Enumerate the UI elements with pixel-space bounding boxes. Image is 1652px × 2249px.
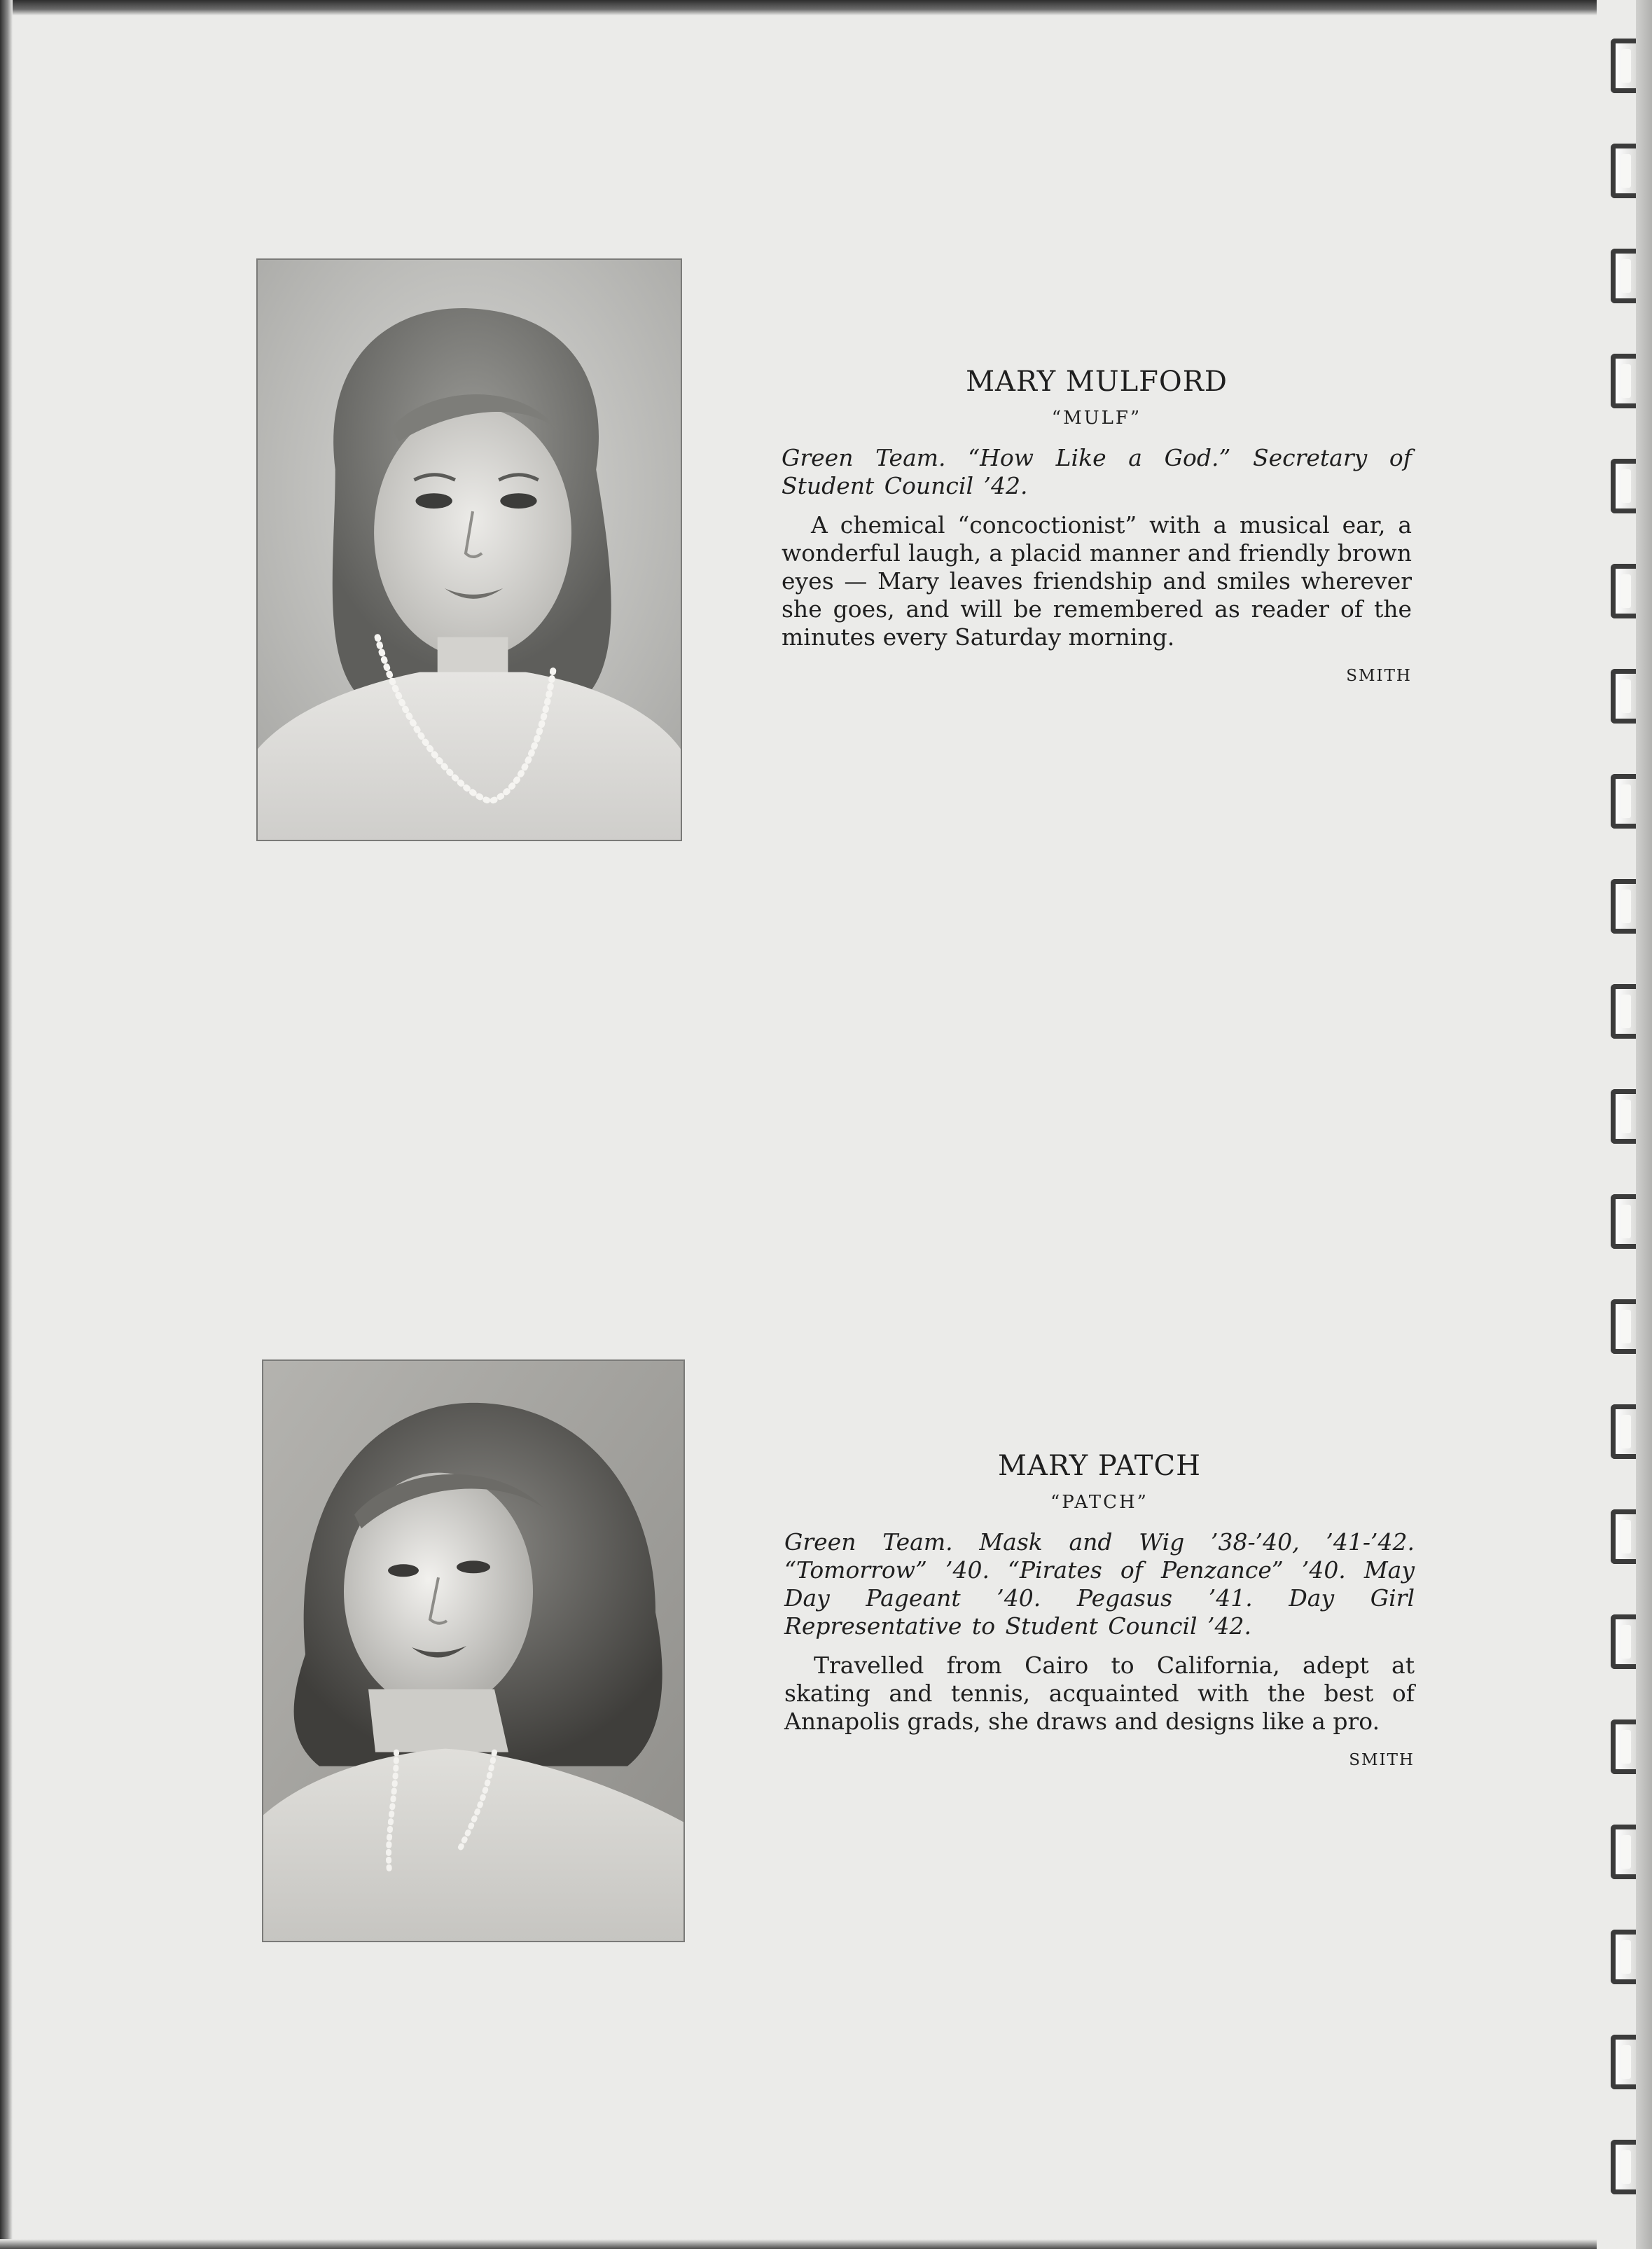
portrait-photo-mary-mulford [256,258,682,841]
binding-ring [1611,669,1636,724]
binding-ring [1611,1404,1636,1459]
senior-entry-mary-patch [784,1450,1415,1769]
binding-ring [1611,39,1636,93]
student-description: Travelled from Cairo to California, adept at skating and tennis, acquainted with the best of Annapolis grads, she draws and designs like a pro. [784,1652,1415,1735]
binding-ring [1611,774,1636,829]
binding-ring [1611,564,1636,618]
binding-ring [1611,459,1636,513]
binding-ring [1611,1614,1636,1669]
binding-ring [1611,984,1636,1039]
student-college: SMITH [1346,667,1412,685]
binding-ring [1611,354,1636,408]
binding-ring [1611,1930,1636,1984]
student-name: MARY MULFORD [966,366,1228,398]
student-nickname: “PATCH” [1050,1492,1148,1513]
binding-ring [1611,1825,1636,1879]
page-bottom-shadow [0,2239,1652,2249]
portrait-photo-mary-patch [262,1359,685,1942]
binding-ring [1611,2035,1636,2089]
binding-ring [1611,1509,1636,1564]
binding-ring [1611,1719,1636,1774]
binding-ring [1611,249,1636,303]
page-top-shadow [0,0,1652,15]
student-nickname: “MULF” [1051,408,1142,429]
student-description: A chemical “concoctionist” with a musical ear, a wonderful laugh, a placid manner and friendly brown eyes — Mary leaves friendship and smiles wherever she goes, and will be remembered as reader of the minutes every Saturday morning. [782,511,1412,651]
binding-ring [1611,1089,1636,1144]
senior-entry-mary-mulford [782,366,1412,685]
binding-ring [1611,1194,1636,1249]
binding-ring [1611,879,1636,934]
student-activities: Green Team. Mask and Wig ’38-’40, ’41-’42. “Tomorrow” ’40. “Pirates of Penzance” ’40. May Day Pageant ’40. Pegasus ’41. Day Girl Representative to Student Council ’42. [784,1528,1415,1640]
student-college: SMITH [1349,1751,1415,1769]
student-activities: Green Team. “How Like a God.” Secretary of Student Council ’42. [782,444,1412,499]
page-left-shadow [0,0,13,2249]
binding-ring [1611,1299,1636,1354]
student-name: MARY PATCH [998,1450,1201,1482]
binding-ring [1611,144,1636,198]
binding-ring [1611,2140,1636,2194]
